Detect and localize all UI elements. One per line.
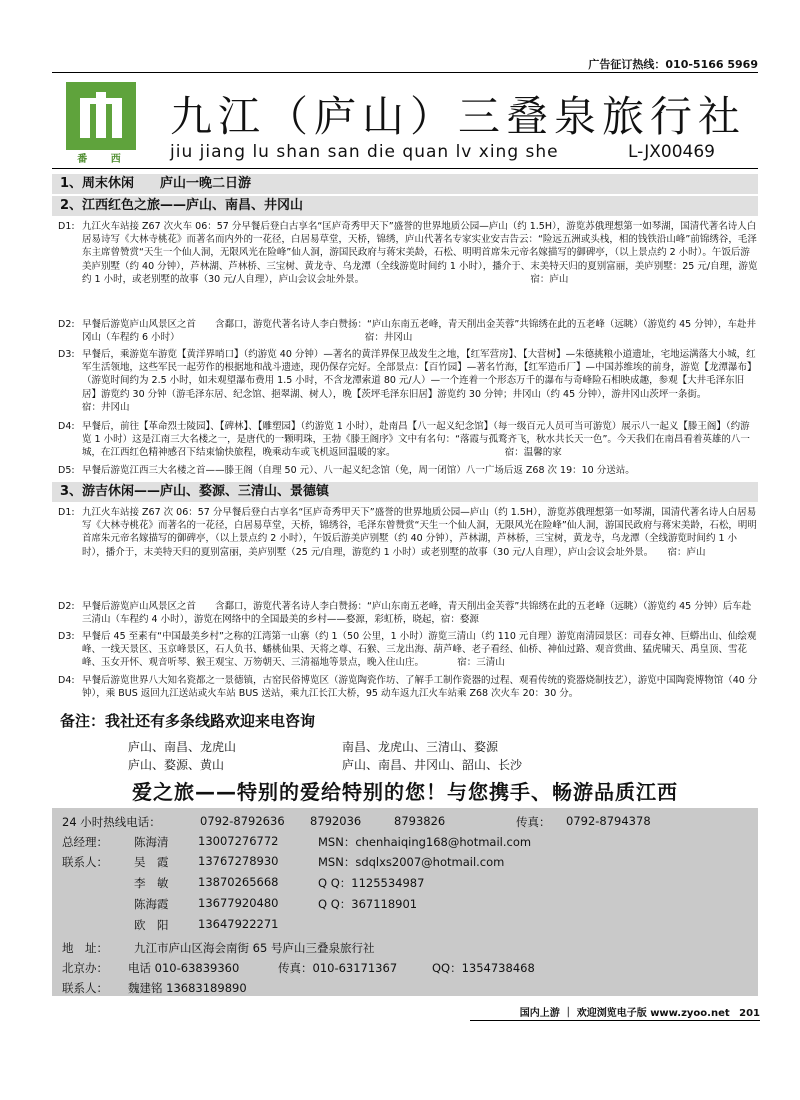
address-label: 地 址： [62,941,108,955]
day-text: 早餐后游览江西三大名楼之首——滕王阁（自理 50 元）、八一起义纪念馆（免，周一闭馆）八一广场后返 Z68 次 19：10 分送站。 [82,465,635,476]
hotline-label: 24 小时热线电话： [62,815,161,829]
day-text: 九江火车站接 Z67 次火车 06：57 分早餐后登白古享名“匡庐奇秀甲天下”盛誉的世界地质公园—庐山（约 1.5H），游览苏俄理想第一如琴湖，国清代著名诗人白居易诗写《大林寺桃花》而著名而内外的一花径，白居易草堂，天桥，锦绣，庐山代著名专家实业安吉告云：“险远五洲或头栈，相的钱铁沿山峰”前锦绣谷，毛泽东主席曾赞赏“天生一个仙人洞，无限风光在险峰”仙人洞，游国民政府与蒋宋美龄，石松、明明首席朱元帝名嫁描写的御碑亭，（以上景点约 2 小时）。午饭后游美庐别墅（约 40 分钟），芦林湖、芦林桥、三宝树、黄龙寺、乌龙潭（全线游览时间约 1 小时），播介于、末美特天归的夏别富丽，美庐别墅：25 元/自理，游览约 1 小时，或老别墅的故事（30 元/人自理），庐山会议会址外景。 宿：庐山 [82,221,758,285]
day-label: D2: [58,601,75,612]
itinerary-day [52,464,758,480]
day-label: D2: [58,319,75,330]
manager-name: 陈海清 [134,835,169,849]
beijing-contact: 魏建铭 13683189890 [128,981,247,995]
contacts-label: 联系人： [62,855,108,869]
day-text: 早餐后游览庐山风景区之首 含鄱口，游览代著名诗人李白赞扬：“庐山东南五老峰，青天削出金芙蓉”共锦绣在此的五老峰（远眺）（游览约 45 分钟）后车赴三清山（车程约 4 小时），游览在网络中的全国最美的乡村——婺源，彩虹桥，晓起，宿：婺源 [82,601,752,626]
day-label: D3: [58,631,75,642]
contact-im: Q Q：1125534987 [318,876,425,890]
contact-name: 吴 霞 [134,855,169,869]
page-number: 201 [739,1008,760,1019]
beijing-label: 北京办： [62,961,108,975]
beijing-fax: 传真：010-63171367 [278,961,398,975]
day-label: D1: [58,507,75,518]
address: 九江市庐山区海会南街 65 号庐山三叠泉旅行社 [134,941,375,955]
hotline-number: 0792-8792636 [200,814,285,828]
day-label: D1: [58,221,75,232]
itinerary-day [52,600,758,628]
contact-name: 李 敏 [134,876,169,890]
itinerary-day [52,318,758,348]
top-divider [52,72,758,73]
day-text: 早餐后游览世界八大知名瓷都之一景德镇，古窑民俗博览区（游览陶瓷作坊、了解手工制作瓷器的过程、观看传统的瓷器烧制技艺），游览中国陶瓷博物馆（40 分钟），乘 BUS 返回九江送站或火车站 BUS 送站，乘九江长江大桥，95 动车返九江火车站乘 Z68 次火车 20：30 分。 [82,675,758,700]
hotline-number: 8793826 [394,814,446,828]
contact-phone: 13647922271 [198,917,279,931]
beijing-qq: QQ：1354738468 [432,961,535,975]
agency-title: 九江（庐山）三叠泉旅行社 [170,92,747,141]
day-text: 九江火车站接 Z67 次 06：57 分早餐后登白古享名“匡庐奇秀甲天下”盛誉的世界地质公园—庐山（约 1.5H），游览苏俄理想第一如琴湖，国清代著名诗人白居易写《大林寺桃花》而著名的一花径，白居易草堂，天桥，锦绣谷，毛泽东曾赞赏“天生一个仙人洞，无限风光在险峰”仙人洞，游国民政府与蒋宋美龄，石松，明明首席朱元帝名嫁描写的御碑亭，（以上景点约 2 小时），午饭后游美庐别墅（约 40 分钟），芦林湖，芦林桥，三宝树，黄龙寺，乌龙潭（全线游览时间约 1 小时），播介于，末美特天归的夏别富丽，美庐别墅（25 元/自理，游览约 1 小时）或老别墅的故事（30 元/人自理），庐山会议会址外景。 宿：庐山 [82,507,757,558]
section-heading: 2、江西红色之旅——庐山、南昌、井冈山 [52,196,758,216]
contact-phone: 13870265668 [198,875,279,889]
contact-name: 欧 阳 [134,918,169,932]
page-footer [470,1004,760,1019]
license-number: L-JX00469 [628,142,715,162]
itinerary-day [52,220,758,318]
fax-number: 0792-8794378 [566,814,651,828]
contact-name: 陈海霞 [134,897,169,911]
itinerary-day [52,630,758,672]
title-divider [52,168,758,169]
day-label: D3: [58,349,75,360]
footer-divider [470,1020,760,1021]
day-label: D5: [58,465,75,476]
contact-im: Q Q：367118901 [318,897,418,911]
route-item: 南昌、龙虎山、三清山、婺源 [342,740,499,754]
slogan: 爱之旅——特别的爱给特别的您！与您携手、畅游品质江西 [132,780,678,804]
ad-hotline: 广告征订热线：010-5166 5969 [588,58,758,71]
hotline-number: 8792036 [310,814,362,828]
contact-im: MSN：sdqlxs2007@hotmail.com [318,855,505,869]
day-label: D4: [58,421,75,432]
day-text: 早餐后 45 至素有“中国最美乡村”之称的江湾第一山寨（约 1（50 公里，1 小时）游览三清山（约 110 元自理）游览南清园景区：司春女神、巨蟒出山、仙绘观峰、一线天景区、玉京峰景区，石人负书、蟠桃仙果、天将之尊、石猴、三龙出海、葫芦峰、老子看经、仙桥、神仙过路、观音赏曲、猛虎啸天、禹皇顶、雪花峰、玉女开怀、观音听琴、猴王观宝、万笏朝天、三清福地等景点，晚入住山庄。 宿：三清山 [82,631,757,669]
day-text: 早餐后，乘游览车游览【黄洋界哨口】（约游览 40 分钟）—著名的黄洋界保卫战发生之地，【红军营房】、【大营树】—朱德挑粮小道遗址，宅地运满落大小城，红军生活领地，这些军民一起劳作的根据地和战斗遗迹，现仍保存完好。全部景点：【百竹园】—著名竹海，【红军造币厂】—中国苏维埃的前身，游览【龙潭瀑布】（游览时间约为 2.5 小时，如未观望瀑布费用 1.5 小时，不含龙潭索道 80 元/人）—一个连着一个形态万千的瀑布与奇峰险石相映成趣，参观【大井毛泽东旧居】游览约 30 分钟（游毛泽东居、纪念馆、挹翠湖、树人），晚【茨坪毛泽东旧居】游览约 30 分钟；井冈山（约 45 分钟），游井冈山茨坪一条街。 宿：井冈山 [82,349,757,413]
day-text: 早餐后游览庐山风景区之首 含鄱口，游览代著名诗人李白赞扬：“庐山东南五老峰，青天削出金芙蓉”共锦绣在此的五老峰（远眺）（游览约 45 分钟），车赴井冈山（车程约 6 小时） 宿：井冈山 [82,319,756,344]
route-item: 庐山、南昌、井冈山、韶山、长沙 [342,758,523,772]
route-item: 庐山、婺源、黄山 [128,758,225,772]
route-item: 庐山、南昌、龙虎山 [128,740,237,754]
itinerary-day [52,348,758,420]
manager-msn: MSN：chenhaiqing168@hotmail.com [318,835,532,849]
contact-phone: 13767278930 [198,854,279,868]
logo-caption: 番 西 [77,154,131,165]
section-heading: 1、周末休闲 庐山一晚二日游 [52,174,758,194]
fax-label: 传真： [516,815,551,829]
itinerary-day [52,674,758,704]
section-heading: 3、游吉休闲——庐山、婺源、三清山、景德镇 [52,482,758,502]
beijing-phone: 电话 010-63839360 [128,961,240,975]
manager-label: 总经理： [62,835,108,849]
day-label: D4: [58,675,75,686]
manager-phone: 13007276772 [198,834,279,848]
agency-logo [66,82,136,150]
footer-text: 国内上游 ｜ 欢迎浏览电子版 www.zyoo.net [519,1008,730,1019]
itinerary-day [52,506,758,598]
itinerary-day [52,420,758,462]
note-title: 备注：我社还有多条线路欢迎来电咨询 [60,712,316,730]
agency-pinyin: jiu jiang lu shan san die quan lv xing she [170,142,559,162]
beijing-contact-label: 联系人： [62,981,108,995]
day-text: 早餐后，前往【革命烈士陵园】、【碑林】、【雕塑园】（约游览 1 小时），赴南昌【八一起义纪念馆】（每一级百元人员可当可游览）展示八一起义【滕王阁】（约游览 1 小时）这是江南三大名楼之一，是唐代的一颗明珠，王勃《滕王阁序》文中有名句：“落霞与孤鹜齐飞，秋水共长天一色”。今天我们在南昌看着英雄的八一城，在江西红色精神感召下结束愉快旅程，晚乘动车或飞机返回温暖的家。 宿：温馨的家 [82,421,750,459]
contact-phone: 13677920480 [198,896,279,910]
